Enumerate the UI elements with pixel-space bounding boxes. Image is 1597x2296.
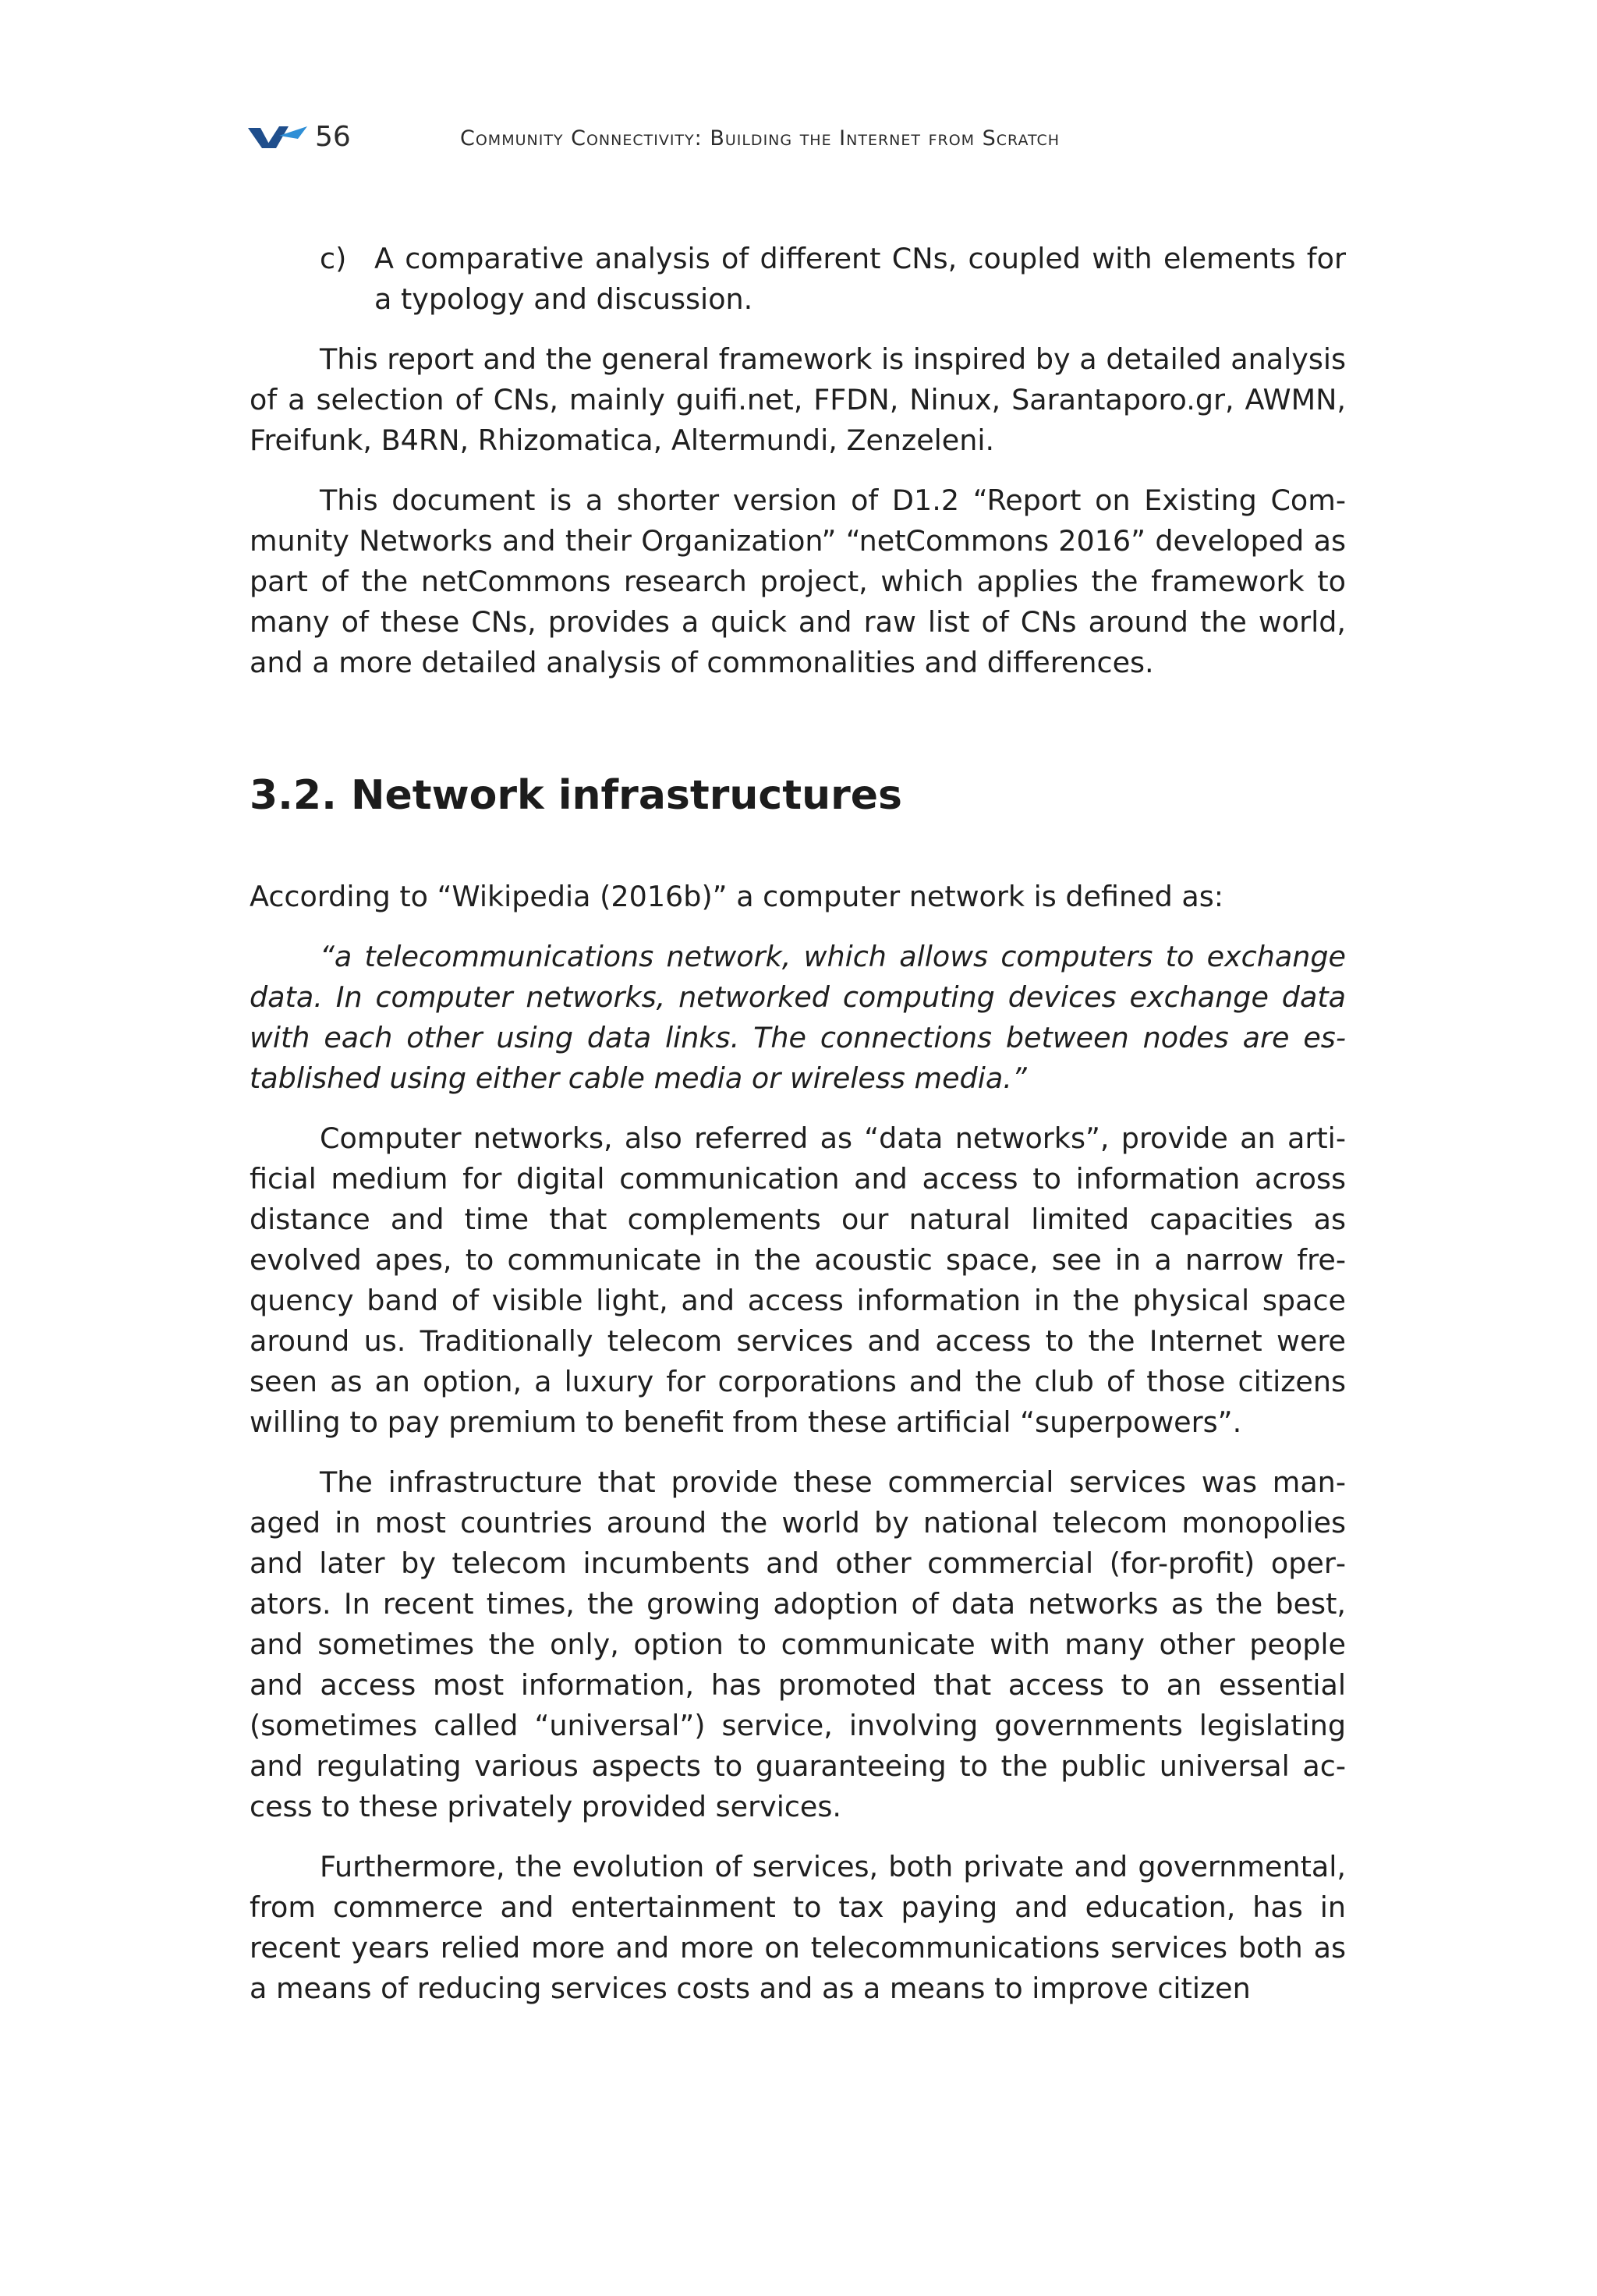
page-number: 56	[315, 121, 351, 153]
list-marker: c)	[320, 242, 347, 275]
list-item-text: A comparative analysis of different CNs, coupled with elements for a typology and discussion.	[374, 242, 1346, 316]
publisher-logo-icon	[248, 125, 307, 151]
paragraph: The infrastructure that provide these commercial services was managed in most countries around the world by national telecom monopolies and later by telecom incumbents and other commercial (for-profit) operators. In recent times, the growing adoption of data networks as the best, and sometimes the only, option to communicate with many other people and access most information, has promoted that access to an essential (sometimes called “universal”) service, involving governments legislating and regulating various aspects to guaranteeing to the public universal access to these privately provided services.	[250, 1465, 1346, 1823]
running-header	[248, 117, 1371, 158]
running-title: Community Connectivity: Building the Internet from Scratch	[460, 126, 1061, 151]
paragraph: Computer networks, also referred as “data networks”, provide an artificial medium for digital communication and access to information across distance and time that complements our natural limited capacities as evolved apes, to communicate in the acoustic space, see in a narrow frequency band of visible light, and access information in the physical space around us. Traditionally telecom services and access to the Internet were seen as an option, a luxury for corporations and the club of those citizens willing to pay premium to benefit from these artificial “superpowers”.	[250, 1121, 1346, 1439]
section-heading: 3.2. Network infrastructures	[250, 772, 902, 819]
lead-sentence: According to “Wikipedia (2016b)” a computer network is defined as:	[250, 880, 1224, 913]
paragraph: This document is a shorter version of D1.2 “Report on Existing Community Networks and their Organization” “netCommons 2016” developed as part of the netCommons research project, which applies the framework to many of these CNs, provides a quick and raw list of CNs around the world, and a more detailed analysis of commonalities and differences.	[250, 484, 1346, 679]
paragraph: This report and the general framework is inspired by a detailed analysis of a selection of CNs, mainly guifi.net, FFDN, Ninux, Sarantaporo.gr, AWMN, Freifunk, B4RN, Rhizomatica, Altermundi, Zenzeleni.	[250, 342, 1346, 457]
paragraph: Furthermore, the evolution of services, both private and governmental, from commerce and entertainment to tax paying and education, has in recent years relied more and more on telecommunications services both as a means of reducing services costs and as a means to improve citizen	[250, 1850, 1346, 2005]
body-text	[250, 239, 1346, 2028]
block-quote: “a telecommunications network, which allows computers to exchange data. In computer networks, networked computing devices exchange data with each other using data links. The connections between nodes are established using either cable media or wireless media.”	[250, 940, 1346, 1095]
list-item	[320, 239, 1346, 320]
